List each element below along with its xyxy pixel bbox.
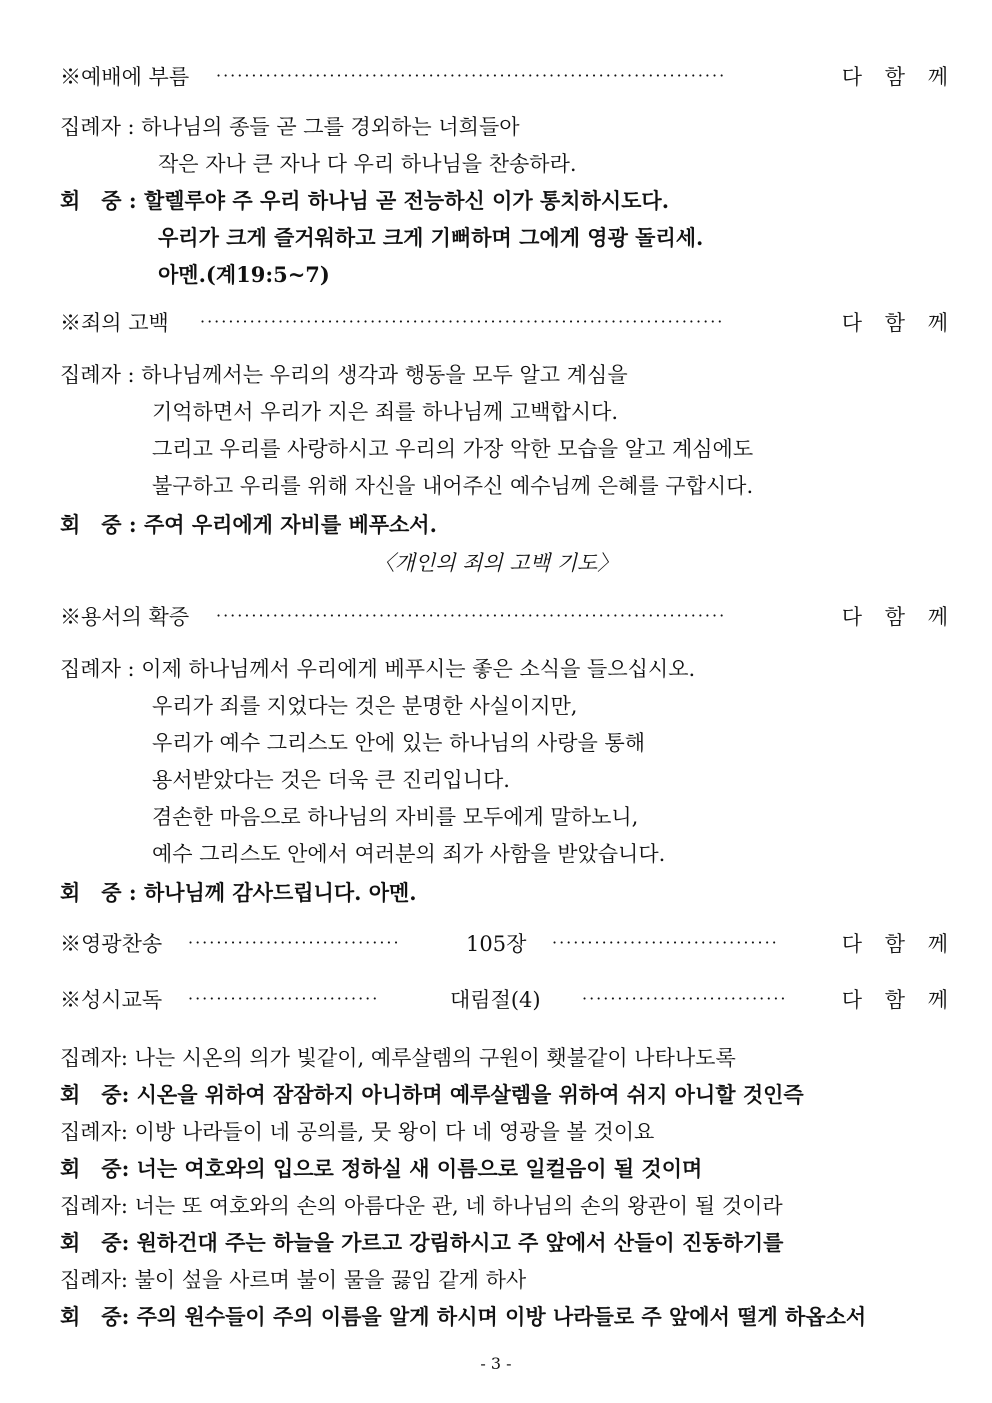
page-number: - 3 -: [480, 1354, 512, 1373]
section-performer: 다 함 께: [841, 311, 956, 335]
leader-line: 집례자: 나는 시온의 의가 빛같이, 예루살렘의 구원이 횃불같이 나타나도록: [60, 1046, 736, 1070]
congregation-line: 회 중: 주의 원수들이 주의 이름을 알게 하시며 이방 나라들로 주 앞에서 떨게 하옵소서: [60, 1304, 867, 1329]
section-header-gloria: [60, 929, 956, 959]
section-header-call: [60, 62, 956, 92]
congregation-line: 회 중: 원하건대 주는 하늘을 가르고 강림하시고 주 앞에서 산들이 진동하기를: [60, 1230, 784, 1255]
section-title: ※영광찬송: [60, 932, 163, 956]
section-performer: 다 함 께: [841, 932, 956, 956]
leader-line-cont: 기억하면서 우리가 지은 죄를 하나님께 고백합시다.: [152, 400, 619, 424]
section-performer: 다 함 께: [841, 605, 956, 629]
section-header-psalter: [60, 985, 956, 1015]
section-title: ※죄의 고백: [60, 311, 169, 335]
dot-leader: ········································································: [216, 66, 727, 85]
dot-leader: ········································································: [216, 606, 727, 625]
leader-line-cont: 불구하고 우리를 위해 자신을 내어주신 예수님께 은혜를 구합시다.: [152, 474, 754, 498]
prayer-note: 〈개인의 죄의 고백 기도〉: [373, 551, 619, 575]
congregation-line: 회 중 : 하나님께 감사드립니다. 아멘.: [60, 880, 417, 905]
congregation-line: 회 중: 시온을 위하여 잠잠하지 아니하며 예루살렘을 위하여 쉬지 아니할 것인즉: [60, 1082, 804, 1107]
hymn-number: 105장: [466, 932, 527, 956]
leader-line-cont: 겸손한 마음으로 하나님의 자비를 모두에게 말하노니,: [152, 805, 639, 829]
leader-line-cont: 용서받았다는 것은 더욱 큰 진리입니다.: [152, 768, 510, 792]
congregation-line-cont: 우리가 크게 즐거워하고 크게 기뻐하며 그에게 영광 돌리세.: [158, 225, 704, 250]
dot-leader: ·····························: [582, 989, 788, 1008]
leader-line: 집례자 : 하나님의 종들 곧 그를 경외하는 너희들아: [60, 115, 520, 139]
section-title: ※예배에 부름: [60, 65, 190, 89]
leader-line: 집례자 : 하나님께서는 우리의 생각과 행동을 모두 알고 계심을: [60, 363, 628, 387]
section-performer: 다 함 께: [841, 65, 956, 89]
section-header-assurance: [60, 602, 956, 632]
reading-title: 대림절(4): [450, 988, 541, 1012]
section-performer: 다 함 께: [841, 988, 956, 1012]
leader-line: 집례자 : 이제 하나님께서 우리에게 베푸시는 좋은 소식을 들으십시오.: [60, 657, 696, 681]
leader-line-cont: 우리가 예수 그리스도 안에 있는 하나님의 사랑을 통해: [152, 731, 646, 755]
congregation-line-cont: 아멘.(계19:5~7): [158, 262, 330, 287]
section-header-confession: [60, 308, 956, 338]
leader-line: 집례자: 이방 나라들이 네 공의를, 뭇 왕이 다 네 영광을 볼 것이요: [60, 1120, 655, 1144]
leader-line-cont: 우리가 죄를 지었다는 것은 분명한 사실이지만,: [152, 694, 578, 718]
congregation-line: 회 중: 너는 여호와의 입으로 정하실 새 이름으로 일컬음이 될 것이며: [60, 1156, 703, 1181]
dot-leader: ······························: [188, 933, 401, 952]
dot-leader: ···························: [188, 989, 380, 1008]
section-title: ※용서의 확증: [60, 605, 190, 629]
leader-line: 집례자: 불이 섶을 사르며 불이 물을 끓임 같게 하사: [60, 1268, 527, 1292]
leader-line-cont: 작은 자나 큰 자나 다 우리 하나님을 찬송하라.: [158, 152, 577, 176]
congregation-line: 회 중 : 주여 우리에게 자비를 베푸소서.: [60, 512, 437, 537]
dot-leader: ··········································································: [200, 312, 725, 331]
congregation-line: 회 중 : 할렐루야 주 우리 하나님 곧 전능하신 이가 통치하시도다.: [60, 188, 670, 213]
leader-line-cont: 그리고 우리를 사랑하시고 우리의 가장 악한 모습을 알고 계심에도: [152, 437, 754, 461]
section-title: ※성시교독: [60, 988, 163, 1012]
leader-line-cont: 예수 그리스도 안에서 여러분의 죄가 사함을 받았습니다.: [152, 842, 666, 866]
dot-leader: ································: [552, 933, 779, 952]
leader-line: 집례자: 너는 또 여호와의 손의 아름다운 관, 네 하나님의 손의 왕관이 될 것이라: [60, 1194, 783, 1218]
